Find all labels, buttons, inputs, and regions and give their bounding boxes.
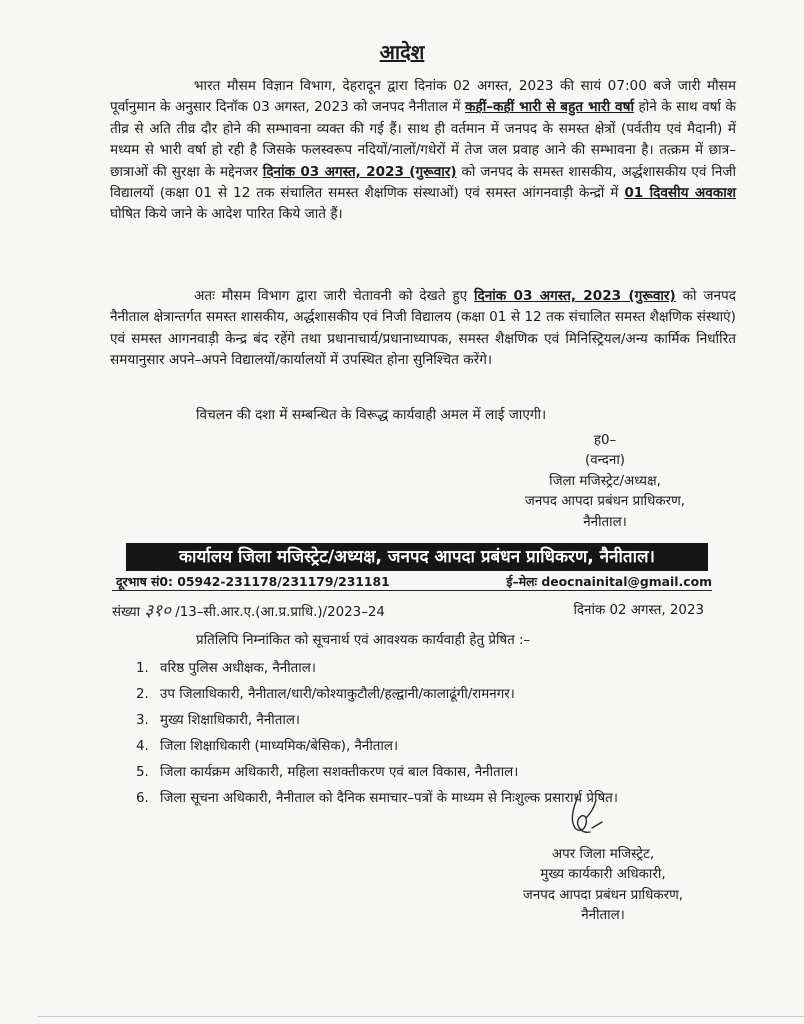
p1-bold-rain: कहीं–कहीं भारी से बहुत भारी वर्षा <box>465 99 634 116</box>
p1-text-3: को जनपद के समस्त शासकीय, अर्द्धशासकीय एवं निजी विद्यालयों (कक्षा 01 से 12 तक संचालित समस्त शैक्षणिक संस्थाओं) एवं समस्त आंगनवाड़ी केन्द्रों में <box>110 163 737 202</box>
p2-text-1: अतः मौसम विभाग द्वारा जारी चेतावनी को देखते हुए <box>194 288 474 304</box>
sig1-line: जिला मजिस्ट्रेट/अध्यक्ष, <box>549 473 661 489</box>
sig1-line: (वन्दना) <box>584 453 626 469</box>
list-item-number: 2. <box>136 687 149 702</box>
p2-bold-date: दिनांक 03 अगस्त, 2023 (गुरूवार) <box>474 288 676 304</box>
list-item-text: जिला सूचना अधिकारी, नैनीताल को दैनिक समाचार–पत्रों के माध्यम से निःशुल्क प्रसारार्थ प्रेषित। <box>160 791 618 806</box>
office-banner: कार्यालय जिला मजिस्ट्रेट/अध्यक्ष, जनपद आपदा प्रबंधन प्राधिकरण, नैनीताल। <box>126 543 708 571</box>
signature-block-dm <box>490 431 720 533</box>
list-item-text: मुख्य शिक्षाधिकारी, नैनीताल। <box>160 713 301 728</box>
p1-text-4: घोषित किये जाने के आदेश पारित किये जाते हैं। <box>110 206 343 223</box>
sig2-line: नैनीताल। <box>581 908 625 924</box>
p1-bold-holiday: 01 दिवसीय अवकाश <box>624 185 737 202</box>
page-bottom-edge <box>38 1016 804 1017</box>
order-paragraph-3: विचलन की दशा में सम्बन्धित के विरूद्ध कार्यवाही अमल में लाई जाएगी। <box>196 407 547 423</box>
reference-code: /13–सी.आर.ए.(आ.प्र.प्राधि.)/2023–24 <box>175 605 385 620</box>
list-item-number: 6. <box>136 791 149 806</box>
distribution-list <box>136 658 736 814</box>
reference-date: दिनांक 02 अगस्त, 2023 <box>573 603 704 618</box>
sig1-line: ह0– <box>593 433 617 448</box>
list-item-number: 5. <box>136 765 149 780</box>
order-title: आदेश <box>379 40 425 64</box>
list-item <box>136 762 736 788</box>
p1-text-2: होने के साथ वर्षा के तीव्र से अति तीव्र दौर होने की सम्भावना व्यक्त की गई हैं। साथ ही वर्तमान में जनपद के समस्त क्षेत्रों (पर्वतीय एवं मैदानी) में मध्यम से भारी वर्षा हो रही है जिसके फलस्वरूप नदियों/नालों/गधेरों में तेज जल प्रवाह आने की सम्भावना है। तत्क्रम में छात्र–छात्राओं की सुरक्षा के मद्देनजर <box>110 99 736 180</box>
list-item-text: उप जिलाधिकारी, नैनीताल/धारी/कोश्याकुटौली/हल्द्वानी/कालाढूंगी/रामनगर। <box>160 687 515 702</box>
reference-number: ३१० <box>144 601 171 621</box>
list-item <box>136 710 736 736</box>
order-paragraph-1 <box>110 76 736 226</box>
order-paragraph-2 <box>110 286 736 372</box>
signature-block-adm <box>488 845 718 927</box>
p2-text-2: को जनपद नैनीताल क्षेत्रान्तर्गत समस्त शासकीय, अर्द्धशासकीय एवं निजी विद्यालय (कक्षा 01 से 12 तक संचालित समस्त शैक्षणिक संस्थाएं) एवं समस्त आगनवाड़ी केन्द्र बंद रहेंगे तथा प्रधानाचार्य/प्रधानाध्यापक, समस्त शैक्षणिक एवं मिनिस्ट्रियल/अन्य कार्मिक निर्धारित समयानुसार अपने–अपने विद्यालयों/कार्यालयों में उपस्थित होना सुनिश्चित करेंगे। <box>110 288 736 369</box>
sig2-line: मुख्य कार्यकारी अधिकारी, <box>540 867 666 883</box>
sig2-line: जनपद आपदा प्रबंधन प्राधिकरण, <box>522 887 684 903</box>
list-item-text: जिला कार्यक्रम अधिकारी, महिला सशक्तीकरण एवं बाल विकास, नैनीताल। <box>160 765 519 780</box>
email-address: ई–मेलः deocnainital@gmail.com <box>506 574 712 589</box>
list-item-text: जिला शिक्षाधिकारी (माध्यमिक/बेसिक), नैनीताल। <box>160 739 399 754</box>
list-item-text: वरिष्ठ पुलिस अधीक्षक, नैनीताल। <box>160 661 316 676</box>
list-item-number: 3. <box>136 713 149 728</box>
sig1-line: नैनीताल। <box>583 514 627 530</box>
sig2-line: अपर जिला मजिस्ट्रेट, <box>551 847 655 862</box>
phone-number: दूरभाष सं0: 05942-231178/231179/231181 <box>116 574 390 589</box>
p1-bold-date: दिनांक 03 अगस्त, 2023 (गुरूवार) <box>262 163 457 180</box>
list-item <box>136 788 736 814</box>
list-item <box>136 736 736 762</box>
handwritten-signature <box>556 792 616 842</box>
copy-heading: प्रतिलिपि निम्नांकित को सूचनार्थ एवं आवश्यक कार्यवाही हेतु प्रेषित :– <box>196 633 531 648</box>
list-item <box>136 658 736 684</box>
p1-text-1: भारत मौसम विज्ञान विभाग, देहरादून द्वारा दिनांक 02 अगस्त, 2023 की सायं 07:00 बजे जारी मौसम पूर्वानुमान के अनुसार दिनॉक 03 अगस्त, 2023 को जनपद नैनीताल में <box>110 78 736 116</box>
reference-line <box>112 601 712 623</box>
list-item <box>136 684 736 710</box>
list-item-number: 4. <box>136 739 149 754</box>
contact-line <box>112 573 712 591</box>
reference-label: संख्या <box>112 605 141 620</box>
sig1-line: जनपद आपदा प्रबंधन प्राधिकरण, <box>524 494 686 510</box>
list-item-number: 1. <box>136 661 149 676</box>
